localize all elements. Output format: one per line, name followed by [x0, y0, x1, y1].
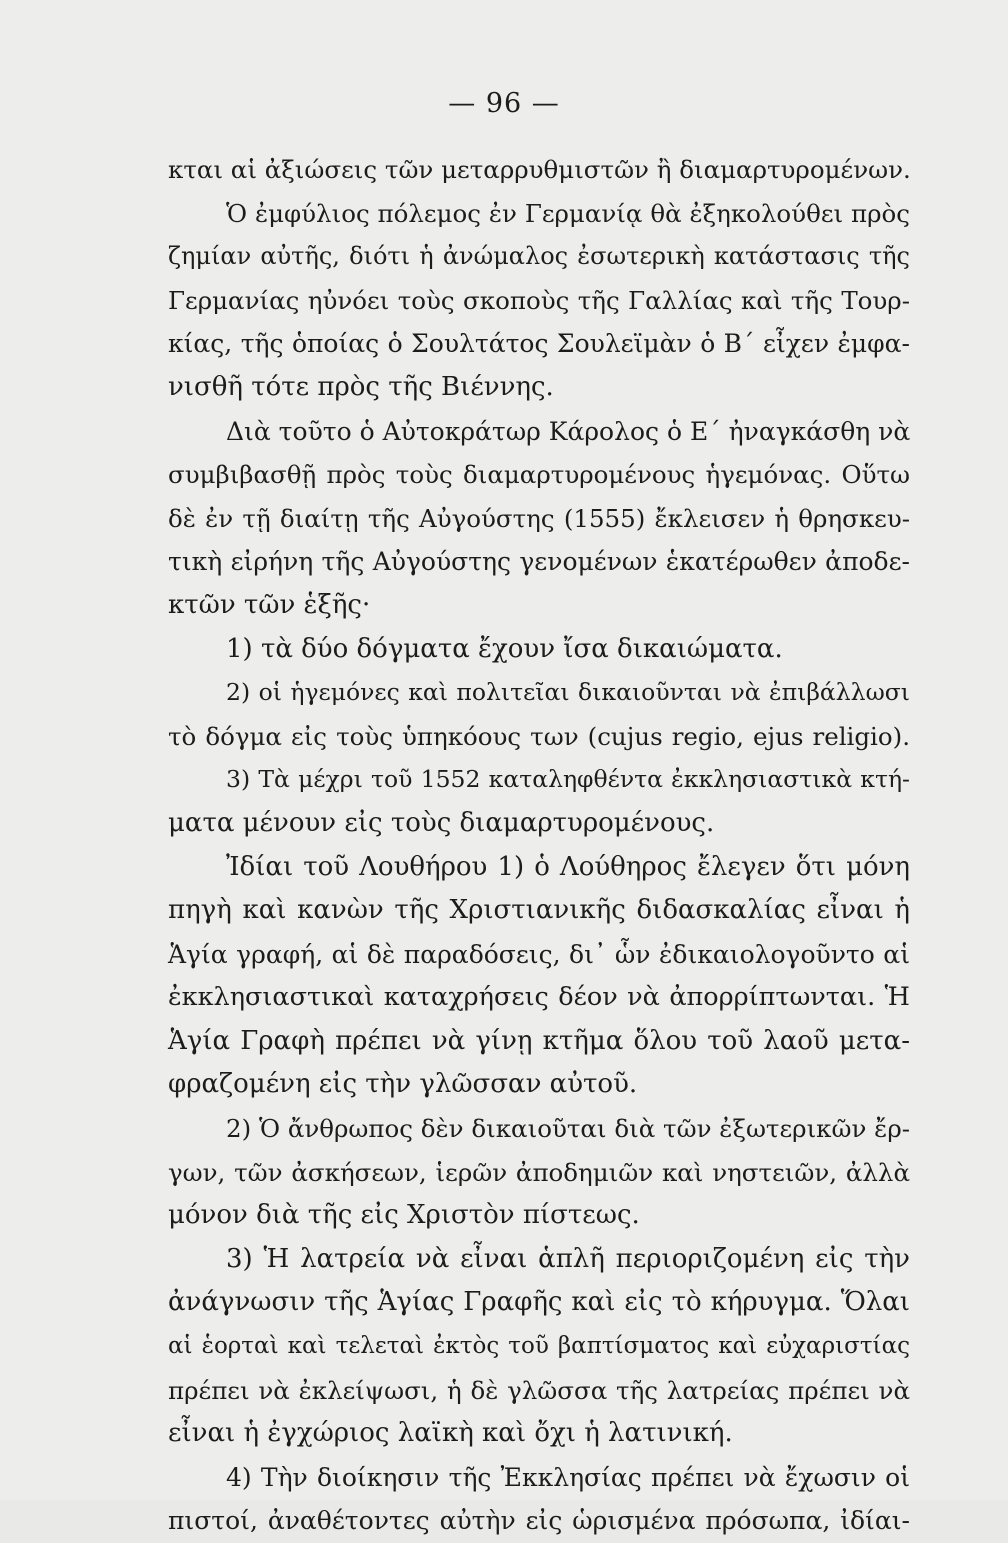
text-line: εἶναι ἡ ἐγχώριος λαϊκὴ καὶ ὄχι ἡ λατινική. [168, 1418, 733, 1449]
text-line: Διὰ τοῦτο ὁ Αὐτοκράτωρ Κάρολος ὁ Ε΄ ἠναγκάσθη νὰ [226, 416, 911, 446]
text-line: 4) Τὴν διοίκησιν τῆς Ἐκκλησίας πρέπει νὰ ἔχωσιν οἱ [226, 1462, 910, 1492]
text-line: τικὴ εἰρήνη τῆς Αὐγούστης γενομένων ἑκατέρωθεν ἀποδε- [168, 547, 910, 577]
text-line: πηγὴ καὶ κανὼν τῆς Χριστιανικῆς διδασκαλίας εἶναι ἡ [168, 895, 910, 926]
text-line: Ἁγία γραφή, αἱ δὲ παραδόσεις, δι᾿ ὧν ἐδικαιολογοῦντο αἱ [168, 939, 910, 969]
text-line: νισθῆ τότε πρὸς τῆς Βιέννης. [168, 371, 554, 402]
text-line: 2) Ὁ ἄνθρωπος δὲν δικαιοῦται διὰ τῶν ἐξωτερικῶν ἔρ- [226, 1114, 910, 1144]
text-line: 2) οἱ ἡγεμόνες καὶ πολιτεῖαι δικαιοῦνται νὰ ἐπιβάλλωσι [226, 678, 910, 707]
text-line: τὸ δόγμα εἰς τοὺς ὑπηκόους των (cujus regio, ejus religio). [168, 721, 910, 751]
text-line: φραζομένη εἰς τὴν γλῶσσαν αὐτοῦ. [168, 1069, 638, 1100]
text-line: γων, τῶν ἀσκήσεων, ἱερῶν ἀποδημιῶν καὶ νηστειῶν, ἀλλὰ [168, 1157, 910, 1187]
text-line: κται αἱ ἀξιώσεις τῶν μεταρρυθμιστῶν ἢ διαμαρτυρομένων. [168, 155, 911, 184]
text-line: 1) τὰ δύο δόγματα ἔχουν ἴσα δικαιώματα. [226, 633, 783, 664]
text-line: πιστοί, ἀναθέτοντες αὐτὴν εἰς ὡρισμένα πρόσωπα, ἰδίαι- [168, 1506, 910, 1536]
text-line: κτῶν τῶν ἑξῆς· [168, 589, 371, 620]
text-line: Ὁ ἐμφύλιος πόλεμος ἐν Γερμανίᾳ θὰ ἐξηκολούθει πρὸς [226, 198, 910, 228]
text-line: 3) Ἡ λατρεία νὰ εἶναι ἁπλῆ περιοριζομένη εἰς τὴν [226, 1243, 910, 1274]
text-line: ἀνάγνωσιν τῆς Ἁγίας Γραφῆς καὶ εἰς τὸ κήρυγμα. Ὅλαι [168, 1287, 910, 1318]
page-number: — 96 — [448, 88, 560, 119]
text-line: συμβιβασθῇ πρὸς τοὺς διαμαρτυρομένους ἡγεμόνας. Οὕτω [168, 460, 910, 490]
text-line: ματα μένουν εἰς τοὺς διαμαρτυρομένους. [168, 807, 715, 838]
text-line: 3) Τὰ μέχρι τοῦ 1552 καταληφθέντα ἐκκλησιαστικὰ κτή- [226, 765, 910, 794]
body-text [168, 148, 910, 1543]
text-line: μόνον διὰ τῆς εἰς Χριστὸν πίστεως. [168, 1200, 640, 1231]
text-line: δὲ ἐν τῇ διαίτῃ τῆς Αὐγούστης (1555) ἔκλεισεν ἡ θρησκευ- [168, 503, 910, 533]
text-line: κίας, τῆς ὁποίας ὁ Σουλτάτος Σουλεϊμὰν ὁ Β΄ εἶχεν ἐμφα- [168, 329, 910, 359]
text-line: ἐκκλησιαστικαὶ καταχρήσεις δέον νὰ ἀπορρίπτωνται. Ἡ [168, 982, 910, 1013]
text-line: πρέπει νὰ ἐκλείψωσι, ἡ δὲ γλῶσσα τῆς λατρείας πρέπει νὰ [168, 1375, 910, 1405]
text-line: Ἰδίαι τοῦ Λουθήρου 1) ὁ Λούθηρος ἔλεγεν ὅτι μόνη [226, 851, 910, 882]
text-line: Γερμανίας ηὐνόει τοὺς σκοποὺς τῆς Γαλλίας καὶ τῆς Τουρ- [168, 285, 910, 315]
text-line: αἱ ἑορταὶ καὶ τελεταὶ ἐκτὸς τοῦ βαπτίσματος καὶ εὐχαριστίας [168, 1333, 910, 1360]
text-line: Ἁγία Γραφὴ πρέπει νὰ γίνῃ κτῆμα ὅλου τοῦ λαοῦ μετα- [168, 1025, 910, 1056]
text-line: ζημίαν αὐτῆς, διότι ἡ ἀνώμαλος ἐσωτερικὴ κατάστασις τῆς [168, 242, 910, 271]
